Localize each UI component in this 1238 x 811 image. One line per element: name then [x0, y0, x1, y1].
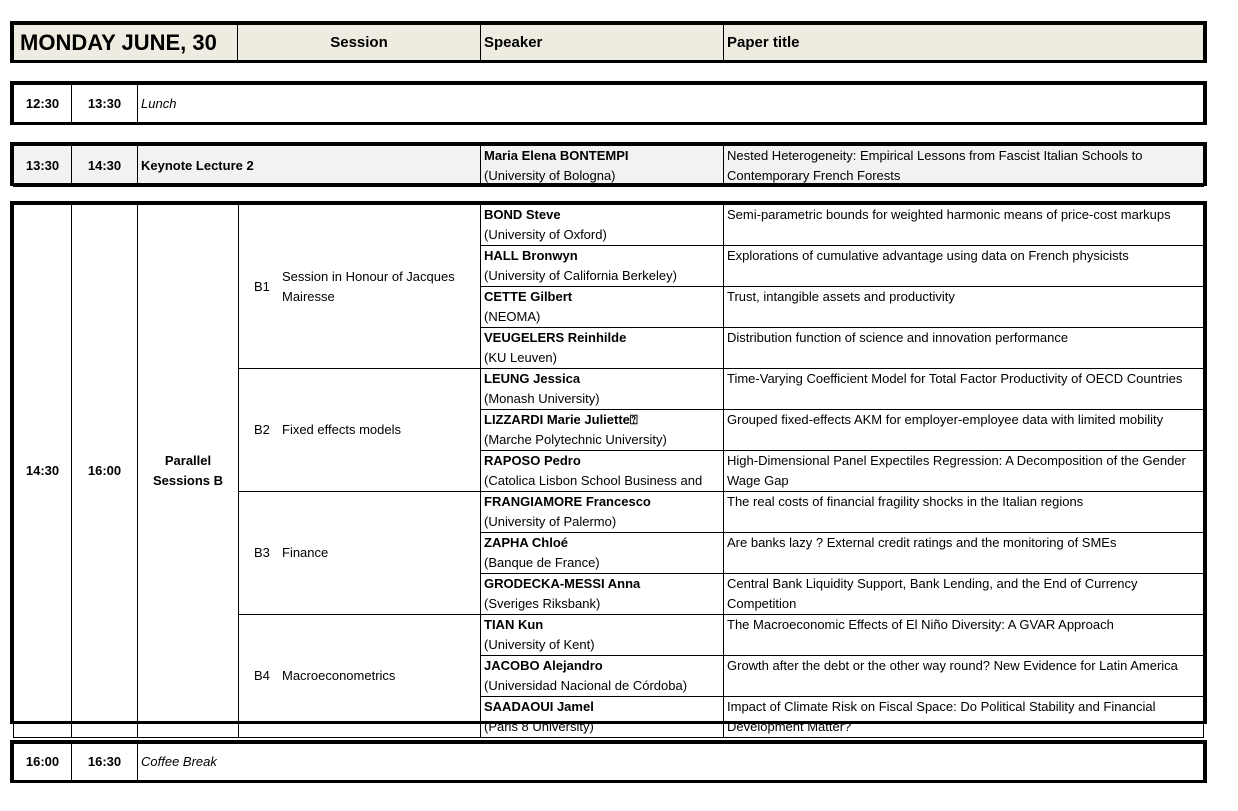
paper-title: High-Dimensional Panel Expectiles Regression: A Decomposition of the Gender Wage Gap	[724, 451, 1204, 492]
session-name: Macroeconometrics	[282, 668, 396, 684]
keynote-paper: Nested Heterogeneity: Empirical Lessons from Fascist Italian Schools to Contemporary French Forests	[724, 146, 1204, 187]
speaker-name: FRANGIAMORE Francesco	[484, 494, 651, 509]
speaker-name: TIAN Kun	[484, 617, 544, 632]
paper-title: Central Bank Liquidity Support, Bank Lending, and the End of Currency Competition	[724, 574, 1204, 615]
session-name: Finance	[282, 545, 329, 561]
speaker-cell	[481, 533, 724, 574]
speaker-affiliation: (Universidad Nacional de Córdoba)	[484, 678, 688, 693]
speaker-affiliation: (Monash University)	[484, 391, 600, 406]
session-group-b4	[239, 615, 481, 738]
session-code: B1	[254, 278, 270, 294]
speaker-name: LEUNG Jessica	[484, 371, 581, 386]
speaker-name: JACOBO Alejandro	[484, 658, 603, 673]
session-group-b1	[239, 205, 481, 369]
speaker-cell	[481, 697, 724, 738]
speaker-cell	[481, 410, 724, 451]
session-code: B4	[254, 668, 270, 684]
keynote-end-time: 14:30	[72, 146, 138, 187]
session-code: B3	[254, 545, 270, 561]
keynote-row	[10, 142, 1207, 186]
session-name: Fixed effects models	[282, 422, 401, 438]
speaker-name: HALL Bronwyn	[484, 248, 578, 263]
speaker-name: SAADAOUI Jamel	[484, 699, 594, 714]
speaker-cell	[481, 328, 724, 369]
speaker-affiliation: (Paris 8 University)	[484, 719, 594, 734]
keynote-speaker-cell	[481, 146, 724, 187]
speaker-name: LIZZARDI Marie Juliette⍰	[484, 412, 638, 427]
speaker-name: ZAPHA Chloé	[484, 535, 569, 550]
speaker-name: BOND Steve	[484, 207, 561, 222]
schedule-header	[10, 21, 1207, 63]
session-name: Session in Honour of Jacques Mairesse	[282, 268, 455, 304]
speaker-affiliation: (Sveriges Riksbank)	[484, 596, 601, 611]
speaker-name: CETTE Gilbert	[484, 289, 573, 304]
lunch-start-time: 12:30	[14, 85, 72, 123]
speaker-affiliation: (NEOMA)	[484, 309, 541, 324]
speaker-cell	[481, 205, 724, 246]
speaker-cell	[481, 451, 724, 492]
coffee-break-row	[10, 740, 1207, 783]
speaker-name: RAPOSO Pedro	[484, 453, 581, 468]
speaker-cell	[481, 615, 724, 656]
speaker-affiliation: (Catolica Lisbon School Business and	[484, 473, 703, 488]
lunch-row	[10, 81, 1207, 125]
paper-title: The real costs of financial fragility shocks in the Italian regions	[724, 492, 1204, 533]
session-column-header: Session	[238, 25, 481, 61]
paper-title: Time-Varying Coefficient Model for Total Factor Productivity of OECD Countries	[724, 369, 1204, 410]
paper-title: Grouped fixed-effects AKM for employer-employee data with limited mobility	[724, 410, 1204, 451]
session-group-b3	[239, 492, 481, 615]
keynote-speaker: Maria Elena BONTEMPI	[484, 148, 629, 163]
speaker-name: VEUGELERS Reinhilde	[484, 330, 627, 345]
speaker-cell	[481, 369, 724, 410]
speaker-affiliation: (University of Palermo)	[484, 514, 617, 529]
speaker-cell	[481, 492, 724, 533]
parallel-end-time: 16:00	[72, 205, 138, 738]
paper-column-header: Paper title	[724, 25, 1204, 61]
keynote-start-time: 13:30	[14, 146, 72, 187]
parallel-start-time: 14:30	[14, 205, 72, 738]
speaker-affiliation: (Banque de France)	[484, 555, 600, 570]
speaker-cell	[481, 656, 724, 697]
speaker-affiliation: (University of Oxford)	[484, 227, 607, 242]
paper-title: Growth after the debt or the other way round? New Evidence for Latin America	[724, 656, 1204, 697]
keynote-label: Keynote Lecture 2	[138, 146, 481, 187]
keynote-affiliation: (University of Bologna)	[484, 168, 616, 183]
lunch-label: Lunch	[138, 85, 1204, 123]
lunch-end-time: 13:30	[72, 85, 138, 123]
speaker-cell	[481, 287, 724, 328]
speaker-cell	[481, 574, 724, 615]
paper-title: The Macroeconomic Effects of El Niño Diversity: A GVAR Approach	[724, 615, 1204, 656]
table-row	[14, 205, 1204, 246]
paper-title: Impact of Climate Risk on Fiscal Space: Do Political Stability and Financial Development Matter?	[724, 697, 1204, 738]
session-code: B2	[254, 422, 270, 438]
coffee-start-time: 16:00	[14, 744, 72, 781]
paper-title: Are banks lazy ? External credit ratings and the monitoring of SMEs	[724, 533, 1204, 574]
speaker-affiliation: (University of California Berkeley)	[484, 268, 677, 283]
day-title: MONDAY JUNE, 30	[14, 25, 238, 61]
speaker-affiliation: (Marche Polytechnic University)	[484, 432, 667, 447]
parallel-sessions-label: Parallel Sessions B	[138, 205, 239, 738]
speaker-affiliation: (KU Leuven)	[484, 350, 557, 365]
paper-title: Semi-parametric bounds for weighted harmonic means of price-cost markups	[724, 205, 1204, 246]
paper-title: Distribution function of science and innovation performance	[724, 328, 1204, 369]
speaker-affiliation: (University of Kent)	[484, 637, 595, 652]
coffee-label: Coffee Break	[138, 744, 1204, 781]
speaker-name: GRODECKA-MESSI Anna	[484, 576, 641, 591]
parallel-sessions-block	[10, 201, 1207, 734]
speaker-cell	[481, 246, 724, 287]
paper-title: Explorations of cumulative advantage using data on French physicists	[724, 246, 1204, 287]
coffee-end-time: 16:30	[72, 744, 138, 781]
speaker-column-header: Speaker	[481, 25, 724, 61]
session-group-b2	[239, 369, 481, 492]
paper-title: Trust, intangible assets and productivity	[724, 287, 1204, 328]
